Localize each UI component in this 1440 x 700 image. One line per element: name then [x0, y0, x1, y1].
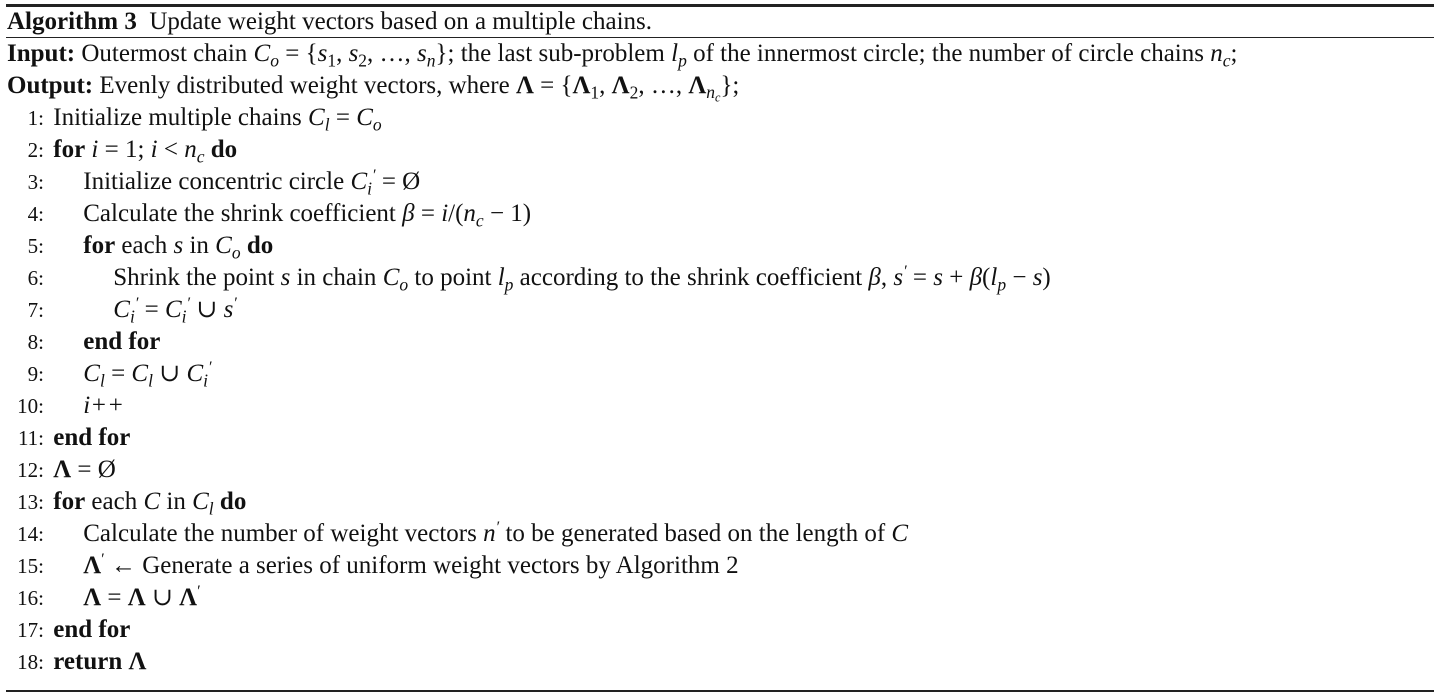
input-text-1: Outermost chain [81, 40, 248, 67]
line-text: each [91, 488, 138, 515]
algorithm-body [6, 38, 1434, 678]
line-text: to point [414, 264, 492, 291]
line-text: Initialize concentric circle [83, 168, 345, 195]
line-text: to be generated based on the length of [505, 520, 886, 547]
keyword-end-for: end for [53, 616, 131, 643]
line-text: Calculate the shrink coefficient [83, 200, 396, 227]
math-co: $C_o$ [253, 40, 279, 71]
line-text: Shrink the point [113, 264, 275, 291]
output-line: Output: Evenly distributed weight vectors, where $\Lambda = \{\Lambda_1$, $\Lambda_2$, …, $\Lambda_{n_c}$}; [7, 72, 740, 105]
line-number: 8: [27, 330, 44, 354]
algo-line-8 [6, 326, 1434, 358]
keyword-end-for: end for [83, 328, 161, 355]
keyword-for: for [53, 136, 86, 163]
output-label: Output: [7, 72, 94, 99]
line-text: Initialize multiple chains [53, 104, 302, 131]
keyword-do: do [219, 488, 247, 515]
algo-line-10 [6, 390, 1434, 422]
line-number: 14: [17, 522, 44, 546]
line-number: 9: [27, 362, 44, 386]
input-label: Input: [7, 40, 76, 67]
keyword-return: return [53, 648, 123, 675]
line-text: in [189, 232, 209, 259]
line-number: 5: [27, 234, 44, 258]
line-text: according to the shrink coefficient [519, 264, 863, 291]
line-number: 16: [17, 586, 44, 610]
line-number: 3: [27, 170, 44, 194]
line-number: 4: [27, 202, 44, 226]
algorithm-label: Algorithm 3 [7, 8, 137, 35]
line-number: 15: [17, 554, 44, 578]
algo-line-6: 6: Shrink the point s in chain $C_o$ to point $l_p$ according to the shrink coefficient β, $s' = s + \beta(l_p - s)$ [6, 262, 1434, 294]
algo-line-1: 1: Initialize multiple chains $C_l = C_o$ [6, 102, 1434, 134]
algo-line-9: 9: $C_l = C_l$ ∪ $C_i'$ [6, 358, 1434, 390]
output-text: Evenly distributed weight vectors, where [99, 72, 510, 99]
line-text: Calculate the number of weight vectors [83, 520, 477, 547]
algo-line-11 [6, 422, 1434, 454]
line-number: 2: [27, 138, 44, 162]
algo-line-17 [6, 614, 1434, 646]
keyword-do: do [246, 232, 274, 259]
input-text-2: ; the last sub-problem [447, 40, 665, 67]
algo-line-4: 4: Calculate the shrink coefficient $\beta = i/(n_c - 1)$ [6, 198, 1434, 230]
algo-line-5: 5: for each s in $C_o$ do [6, 230, 1434, 262]
line-number: 13: [17, 490, 44, 514]
algo-line-3: 3: Initialize concentric circle $C_i'$ = Ø [6, 166, 1434, 198]
algo-line-12: 12: Λ = Ø [6, 454, 1434, 486]
algo-line-2: 2: for i = 1; $i < n_c$ do [6, 134, 1434, 166]
algorithm-caption [6, 7, 1434, 37]
algo-line-14: 14: Calculate the number of weight vectors n′ to be generated based on the length of C [6, 518, 1434, 550]
line-text: each [121, 232, 168, 259]
line-number: 12: [17, 458, 44, 482]
line-text: in chain [296, 264, 377, 291]
line-number: 18: [17, 650, 44, 674]
algo-line-15: 15: Λ′ ← Generate a series of uniform weight vectors by Algorithm 2 [6, 550, 1434, 582]
line-number: 7: [27, 298, 44, 322]
math-lp: $l_p$ [671, 40, 687, 71]
keyword-end-for: end for [53, 424, 131, 451]
algorithm-block [6, 4, 1434, 678]
line-number: 17: [17, 618, 44, 642]
bottom-rule [6, 690, 1434, 692]
math-nc: $n_c$ [1210, 40, 1231, 71]
line-text: in [166, 488, 186, 515]
line-text: Generate a series of uniform weight vectors by Algorithm 2 [142, 552, 739, 579]
line-number: 10: [17, 394, 44, 418]
line-number: 11: [17, 426, 44, 450]
line-number: 6: [27, 266, 44, 290]
algo-line-16: 16: Λ = Λ ∪ Λ′ [6, 582, 1434, 614]
line-number: 1: [27, 106, 44, 130]
algo-line-13: 13: for each C in $C_l$ do [6, 486, 1434, 518]
keyword-do: do [210, 136, 238, 163]
line-text: i++ [83, 392, 124, 419]
input-text-3: of the innermost circle; the number of circle chains [693, 40, 1204, 67]
keyword-for: for [83, 232, 116, 259]
algo-line-7: 7: $C_i' = C_i'$ ∪ s′ [6, 294, 1434, 326]
algorithm-title: Update weight vectors based on a multiple chains. [149, 8, 652, 35]
algo-line-18: 18: return Λ [6, 646, 1434, 678]
keyword-for: for [53, 488, 86, 515]
input-line: Input: Outermost chain $C_o = \{s_1$, $s_2$, …, $s_n$}; the last sub-problem $l_p$ of the innermost circle; the number of circle chains $n_c$; [7, 40, 1238, 71]
